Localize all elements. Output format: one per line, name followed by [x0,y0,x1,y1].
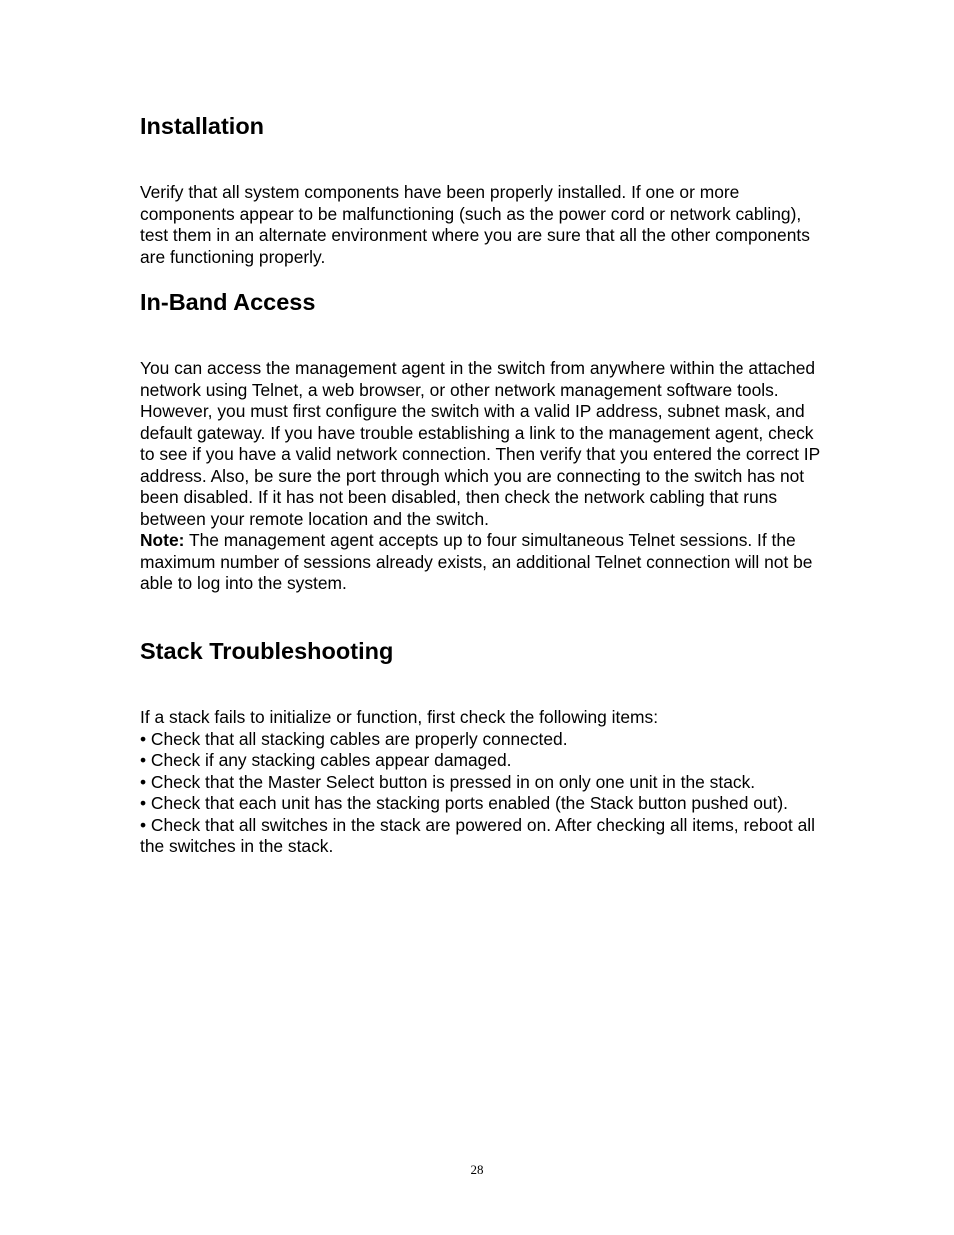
installation-paragraph: Verify that all system components have been properly installed. If one or more components appear to be malfunctioning (such as the power cord or network cabling), test them in an alternate environment where you are sure that all the other components are functioning properly. [140,182,810,267]
list-item: • Check that each unit has the stacking ports enabled (the Stack button pushed out). [140,793,789,813]
installation-heading: Installation [140,113,265,139]
list-item: • Check if any stacking cables appear damaged. [140,750,512,770]
note-text: The management agent accepts up to four simultaneous Telnet sessions. If the maximum number of sessions already exists, an additional Telnet connection will not be able to log into the system. [140,530,813,593]
stack-troubleshooting-heading: Stack Troubleshooting [140,638,394,664]
list-item: • Check that the Master Select button is pressed in on only one unit in the stack. [140,771,756,792]
stack-troubleshooting-body [140,707,830,858]
list-item: • Check that all switches in the stack are powered on. After checking all items, reboot all the switches in the stack. [140,814,815,856]
stack-intro: If a stack fails to initialize or function, first check the following items: [140,707,659,727]
in-band-access-heading: In-Band Access [140,289,316,315]
in-band-access-body [140,358,830,595]
in-band-access-paragraph: You can access the management agent in the switch from anywhere within the attached network using Telnet, a web browser, or other network management software tools. However, you must first configure the switch with a valid IP address, subnet mask, and default gateway. If you have trouble establishing a link to the management agent, check to see if you have a valid network connection. Then verify that you entered the correct IP address. Also, be sure the port through which you are connecting to the switch has not been disabled. If it has not been disabled, then check the network cabling that runs between your remote location and the switch. [140,358,820,529]
installation-body [140,182,830,268]
page-number: 28 [470,1162,484,1177]
in-band-access-note [140,530,830,595]
note-label: Note: [140,530,185,550]
list-item: • Check that all stacking cables are properly connected. [140,728,568,749]
